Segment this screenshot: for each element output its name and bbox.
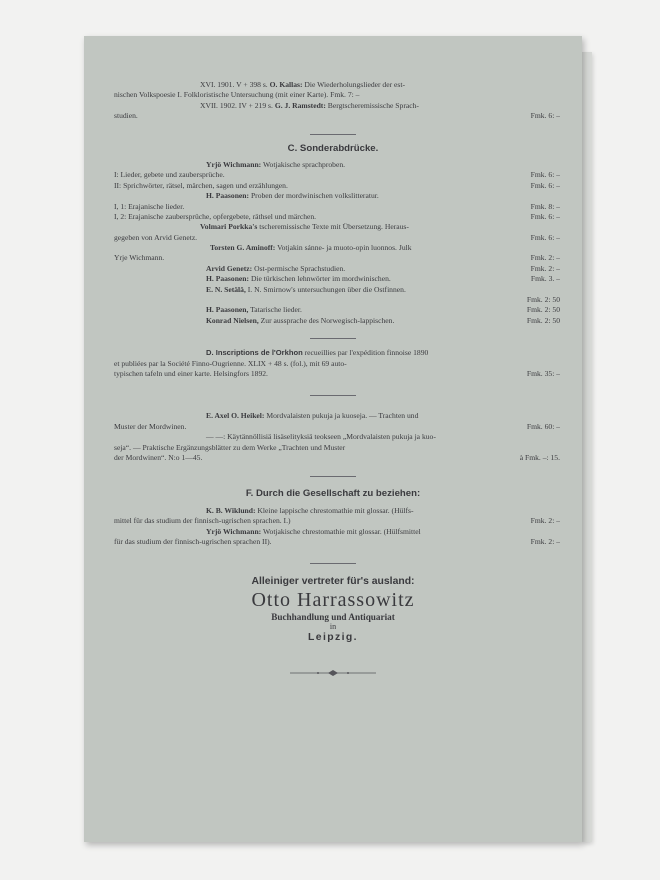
section-f-heading: F. Durch die Gesellschaft zu beziehen: xyxy=(245,488,421,500)
list-item: H. Paasonen, Tatarische lieder. Fmk. 2: 50 xyxy=(206,305,560,315)
vertreter-line: Alleiniger vertreter für's ausland: xyxy=(251,576,415,588)
list-item: K. B. Wiklund: Kleine lappische chrestomathie mit glossar. (Hülfs- xyxy=(206,505,414,515)
list-item: I, 1: Erajanische lieder. Fmk. 8: – xyxy=(114,201,560,211)
list-item: Volmari Porkka's tscheremissische Texte mit Übersetzung. Heraus- xyxy=(200,222,409,232)
list-item: gegeben von Arvid Genetz. Fmk. 6: – xyxy=(114,232,560,242)
list-item: nischen Volkspoesie I. Folkloristische Untersuchung (mit einer Karte). Fmk. 7: – xyxy=(114,90,360,100)
page-content xyxy=(106,80,560,680)
separator xyxy=(310,134,356,135)
list-item: et publiées par la Société Finno-Ougrienne. XLIX + 48 s. (fol.), mit 69 auto- xyxy=(114,358,347,368)
section-c-heading: C. Sonderabdrücke. xyxy=(287,142,379,154)
publisher-city: Leipzig. xyxy=(308,631,358,643)
list-item: studien. Fmk. 6: – xyxy=(114,111,560,121)
list-item: II: Sprichwörter, rätsel, märchen, sagen und erzählungen. Fmk. 6: – xyxy=(114,180,560,190)
publisher-name: Otto Harrassowitz xyxy=(251,588,415,611)
list-item: für das studium der finnisch-ugrischen sprachen II). Fmk. 2: – xyxy=(114,536,560,546)
list-item: E. N. Setälä, I. N. Smirnow's untersuchungen über die Ostfinnen. xyxy=(206,284,406,294)
list-item: Arvid Genetz: Ost-permische Sprachstudien. Fmk. 2: – xyxy=(206,263,560,273)
list-item: H. Paasonen: Proben der mordwinischen volkslitteratur. xyxy=(206,191,379,201)
list-item: Torsten G. Aminoff: Votjakin sánne- ja muoto-opin luonnos. Julk xyxy=(210,243,412,253)
list-item: I, 2: Erajanische zaubersprüche, opfergebete, räthsel und märchen. Fmk. 6: – xyxy=(114,211,560,221)
separator xyxy=(310,476,356,477)
list-item: Yrje Wichmann. Fmk. 2: – xyxy=(114,253,560,263)
list-item: D. Inscriptions de l'Orkhon recueillies par l'expédition finnoise 1890 xyxy=(206,348,429,358)
list-item: XVI. 1901. V + 398 s. O. Kallas: Die Wiederholungslieder der est- xyxy=(200,80,405,89)
list-item: seja“. — Praktische Ergänzungsblätter zu dem Werke „Trachten und Muster xyxy=(114,442,346,452)
publisher-imprint xyxy=(106,577,560,680)
separator xyxy=(310,563,356,564)
list-item: mittel für das studium der finnisch-ugrischen sprachen. I.) Fmk. 2: – xyxy=(114,516,560,526)
list-item: Konrad Nielsen, Zur aussprache des Norwegisch-lappischen. Fmk. 2: 50 xyxy=(206,315,560,325)
list-item: Yrjö Wichmann: Wotjakische sprachproben. xyxy=(206,159,346,169)
separator xyxy=(310,395,356,396)
section-f-list xyxy=(106,506,560,548)
list-item: I: Lieder, gebete und zaubersprüche. Fmk. 6: – xyxy=(114,170,560,180)
list-item: Yrjö Wichmann: Wotjakische chrestomathie mit glossar. (Hülfsmittel xyxy=(206,526,421,536)
list-item: XVII. 1902. IV + 219 s. G. J. Ramstedt: Bergtscheremissische Sprach- xyxy=(200,100,419,110)
preposition-in: in xyxy=(329,622,337,632)
ornament-divider xyxy=(288,669,378,677)
publisher-subtitle: Buchhandlung und Antiquariat xyxy=(271,611,395,622)
list-item: Fmk. 2: 50 xyxy=(526,295,560,305)
list-item: der Mordwinen“. N:o 1—45. à Fmk. –: 15. xyxy=(114,452,560,462)
section-e xyxy=(106,411,560,463)
list-item: Muster der Mordwinen. Fmk. 60: – xyxy=(114,421,560,431)
paper-edge xyxy=(582,52,592,842)
list-item: E. Axel O. Heikel: Mordvalaisten pukuja ja kuoseja. — Trachten und xyxy=(206,411,419,421)
document-page xyxy=(84,36,582,842)
top-entries xyxy=(106,80,560,122)
separator xyxy=(310,338,356,339)
section-d xyxy=(106,348,560,379)
list-item: H. Paasonen: Die türkischen lehnwörter im mordwinischen. Fmk. 3. – xyxy=(206,274,560,284)
section-c-list xyxy=(106,160,560,326)
list-item: typischen tafeln und einer karte. Helsingfors 1892. Fmk. 35: – xyxy=(114,369,560,378)
list-item: — —: Käytännöllisiä lisäselityksiä teokseen „Mordvalaisten pukuja ja kuo- xyxy=(206,432,436,442)
